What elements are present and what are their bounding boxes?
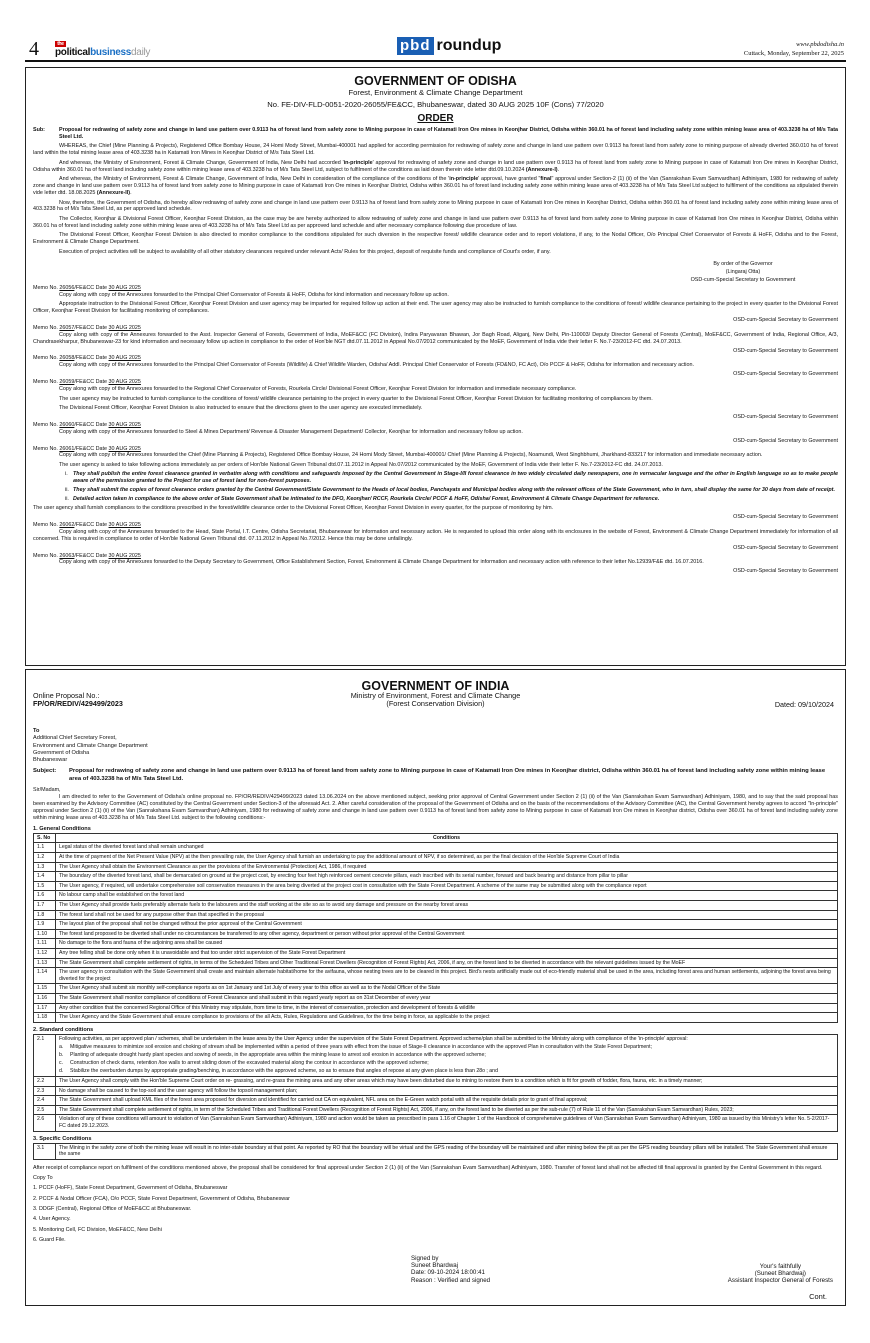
copy-to-item: 3. DDGF (Central), Regional Office of MoEF&CC at Bhubaneswar. <box>33 1205 192 1212</box>
memo-number: 26059 <box>59 379 75 386</box>
paragraph-segment: . <box>130 190 132 197</box>
memo-number: 26062 <box>59 521 75 528</box>
condition-row <box>34 1086 838 1096</box>
odisha-order-notice <box>25 67 846 666</box>
condition-text <box>56 1096 838 1106</box>
memo-number: 26061 <box>59 445 75 452</box>
memo-signatory: OSD-cum-Special Secretary to Government <box>733 316 838 323</box>
memo-prefix: Memo No. <box>33 379 58 386</box>
condition-body: The State Government shall monitor compliance of conditions of Forest Clearance and shall submit in this regard yearly report as on 31st December of every year <box>59 994 431 1001</box>
order-paragraph <box>33 176 838 197</box>
memo-paragraph: Copy along with copy of the Annexures forwarded the Chief (Mine Planning & Projects), Registered Office Bombay House, 24 Homi Mody Street, Mumbai-400001/ Chief (Mine Planning & Projects), Noamundi, West Singhbhumi, Jharkhand-833217 for information and immediate necessary action. <box>59 452 763 459</box>
copy-to-item: 4. User Agency. <box>33 1216 71 1223</box>
condition-text <box>56 862 838 872</box>
website-link[interactable]: www.pbdodisha.in <box>796 41 844 48</box>
sub-marker: a. <box>59 1043 64 1050</box>
memo-suffix: /FE&CC Date <box>74 284 108 291</box>
memo-number: 26060 <box>59 421 75 428</box>
memo-paragraph: Copy along with copy of the Annexures forwarded to the Deputy Secretary to Government, Office Establishment Section, Forest, Environment & Climate Change Department for information and necessary action with reference to their letter No.12939/F&E dtd. 16.07.2016. <box>59 559 704 566</box>
sign-off-line: Assistant Inspector General of Forests <box>727 1277 833 1285</box>
condition-number: 1.12 <box>34 948 56 958</box>
condition-body: The User Agency shall obtain the Environment Clearance as per the provisions of the Environmental (Protection) Act, 1986, if required <box>59 863 367 870</box>
memo-prefix: Memo No. <box>33 445 58 452</box>
paragraph-segment: (Annexure-II) <box>96 190 131 197</box>
letter-body: I am directed to refer to the Government of Odisha's online proposal no. FP/OR/REDIV/429499/2023 dated 13.06.2024 on the above mentioned subject, seeking prior approval of Central Government under Section 2 (1) (ii) of the Van (Sanrakshan Evam Samvardhan) Adhiniyam, 1980, and to say that the said proposal has been examined by the Advisory Committee (AC) constituted by the Central Government under Section-3 of the aforesaid Act. 2. After careful consideration of the proposal of the Government of Odisha and on the basis of the recommendations of the Advisory Committee (AC), the Central Government hereby agrees to accord "In-principle" approval under Section 2 (1) (ii) of the Van (Sanrakshana Evam Samvardhan) Adhiniyam, 1980 for redrawing of safety zone and change in land use pattern over 0.9113 ha of forest land from safety zone to Mining purpose in case of Katamati Iron Ore mines in Keonjhar district, Odisha over 360.01 ha of forest land including safety zone within mining lease area of 403.3238 ha of M/s Tata Steel Ltd. subject to the following conditions:- <box>33 794 838 821</box>
memo-prefix: Memo No. <box>33 284 58 291</box>
condition-text <box>56 920 838 930</box>
condition-text <box>56 1034 838 1076</box>
condition-body: Any other condition that the concerned Regional Office of this Ministry may stipulate, from time to time, in the interest of conservation, protection and development of forests & wildlife <box>59 1004 475 1011</box>
memo-suffix: /FE&CC Date <box>74 324 108 331</box>
condition-body: The User Agency shall comply with the Hon'ble Supreme Court order on re- grassing, and re-grass the mining area and any other areas which may have been disturbed due to mining to restore them to a condition which is fit for growth of fodder, flora, fauna, etc. in a timely manner; <box>59 1078 703 1085</box>
page-number: 4 <box>29 38 39 60</box>
condition-text <box>56 881 838 891</box>
condition-text <box>56 853 838 863</box>
addressee-line: Bhubaneswar <box>33 757 68 764</box>
memo-signatory: OSD-cum-Special Secretary to Government <box>733 371 838 378</box>
condition-text <box>56 984 838 994</box>
condition-row <box>34 920 838 930</box>
letter-ministry: Ministry of Environment, Forest and Climate Change <box>350 691 521 700</box>
proposal-label: Online Proposal No.: <box>33 691 100 700</box>
masthead-right <box>744 40 844 58</box>
condition-row <box>34 881 838 891</box>
memo-signatory: OSD-cum-Special Secretary to Government <box>733 568 838 575</box>
memo-number: 26057 <box>59 324 75 331</box>
condition-body: No labour camp shall be established on the forest land <box>59 892 185 899</box>
paragraph-segment: (Annexure-I) <box>525 166 558 173</box>
memo-date: 30 AUG 2025 <box>108 355 141 362</box>
list-marker: ii. <box>65 495 69 502</box>
condition-text <box>56 1115 838 1131</box>
condition-row <box>34 1003 838 1013</box>
paragraph-segment: . <box>557 166 560 173</box>
condition-number: 1.18 <box>34 1013 56 1023</box>
list-marker: i. <box>65 470 68 477</box>
condition-row <box>34 1143 838 1159</box>
logo-the: the <box>55 41 66 47</box>
condition-number: 1.6 <box>34 891 56 901</box>
condition-body: The User Agency shall provide fuels preferably alternate fuels to the labourers and the staff working at the site so as to avoid any damage and pressure on the nearby forest areas <box>59 901 469 908</box>
memo-number-line <box>33 355 838 362</box>
paragraph-segment: And whereas, the Ministry of Environment, Forest & Climate Change, Government of India, New Delhi in consideration of the compliance of the conditions of the ' <box>59 176 450 183</box>
condition-body: The Mining in the safety zone of both the mining lease will result in no inter-state boundary at that point. As reported by RO that the boundary will be virtual and the GPS reading of the boundary will be maintained and after mining below the pit as per the GPS reading boundary pillars will be installed. The State Government shall ensure the same <box>59 1144 828 1158</box>
condition-body: No damage shall be caused to the top-soil and the user agency will follow the topsoil management plan; <box>59 1087 298 1094</box>
logo-business: business <box>90 47 132 58</box>
letter-division: (Forest Conservation Division) <box>386 699 485 708</box>
condition-text <box>56 993 838 1003</box>
addressee-line: Additional Chief Secretary Forest, <box>33 735 117 742</box>
condition-number: 2.3 <box>34 1086 56 1096</box>
memo-prefix: Memo No. <box>33 421 58 428</box>
condition-number: 2.2 <box>34 1077 56 1087</box>
memo-prefix: Memo No. <box>33 355 58 362</box>
memo-paragraph: Copy along with copy of the Annexures forwarded to the Asst. Inspector General of Forests, Government of India, MoEF&CC (FC Division), Indira Paryavaran Bhawan, Jor Bagh Road, Aliganj, New Delhi, Pin-110003/ Deputy Director General of Forests (Central), MoEF&CC, Government of India, Regional Office, A/3, Chandrasekharpur, Bhubaneswar-23 for kind information and necessary follow up action in compliance to the order of Hon'ble NGT dtd.07.11.2012 in Appeal No.07/2012 communicated by the MoEF, Government of India vide their letter F. No.7-23/2012-FC dtd. 24.07.2013. <box>33 331 838 345</box>
memo-paragraph: The Divisional Forest Officer, Keonjhar Forest Division is also instructed to ensure that the directions given to the user agency are executed immediately. <box>59 405 423 412</box>
condition-body: The State Government shall complete settlement of rights, in terms of the Scheduled Tribes and Other Traditional Forest Dwellers (Recognition of Forest Rights) Act, 2006, if any, on the forest land to be diverted in accordance with the relevant guidelines issued by the MoEF <box>59 959 686 966</box>
condition-number: 1.7 <box>34 900 56 910</box>
specific-conditions-heading: 3. Specific Conditions <box>33 1135 92 1142</box>
condition-body: The forest land shall not be used for any purpose other than that specified in the proposal <box>59 911 265 918</box>
addressee-line: Environment and Climate Change Department <box>33 742 148 749</box>
condition-number: 2.4 <box>34 1096 56 1106</box>
sub-condition <box>59 1060 834 1067</box>
condition-body: The State Government shall complete settlement of rights, in term of the Scheduled Tribes and Traditional Forest Dwellers (Recognition of Forest Rights) Act, 2006, if any, on the forest land to be diverted as per the sub-rule (7) of Rule 11 of the Van (Sanrakshan Evam Samvardhan) Rules, 2023; <box>59 1106 734 1113</box>
condition-row <box>34 853 838 863</box>
proposal-number: FP/OR/REDIV/429499/2023 <box>33 699 123 708</box>
condition-number: 2.1 <box>34 1034 56 1076</box>
memo-date: 30 AUG 2025 <box>108 324 141 331</box>
order-paragraph <box>33 160 838 174</box>
order-number: No. FE-DIV-FLD-0051-2020-26055/FE&CC, Bhubaneswar, dated 30 AUG 2025 10F (Cons) 77/2020 <box>267 100 604 109</box>
sign-off-line: (Suneet Bhardwaj) <box>754 1270 806 1278</box>
condition-body: Violation of any of these conditions will amount to violation of Van (Sanrakshan Evam Samvardhan) Adhiniyam, 1980 and action would be taken as prescribed in para 1.16 of Chapter 1 of the Handbook of comprehensive guidelines of Van (Sanrakshan Evam Samvardhan) Adhiniyam, 1980 as issued by this Ministry's letter No. 5-2/2017-FC dated 29.12.2023. <box>59 1116 830 1130</box>
condition-row <box>34 1077 838 1087</box>
condition-text <box>56 968 838 984</box>
condition-body: Any tree felling shall be done only when it is unavoidable and that too under strict supervision of the State Forest Department <box>59 949 346 956</box>
letter-title: GOVERNMENT OF INDIA <box>361 679 510 693</box>
condition-text <box>56 1077 838 1087</box>
signature-line: Suneet Bhardwaj <box>411 1262 459 1270</box>
condition-row <box>34 958 838 968</box>
section-title <box>397 37 501 55</box>
memo-paragraph: Copy along with copy of the Annexures forwarded to the Regional Chief Conservator of Forests, Rourkela Circle/ Divisional Forest Officer, Keonjhar Forest Division for information and immediate necessary compliance. <box>59 386 577 393</box>
memo-number-line <box>33 446 838 453</box>
general-conditions-heading: 1. General Conditions <box>33 825 91 832</box>
condition-row <box>34 1034 838 1076</box>
memo-date: 30 AUG 2025 <box>108 379 141 386</box>
condition-body: The User Agency shall submit six monthly self-compliance reports as on 1st January and 1st July of every year to this office as well as to the Nodal Officer of the State <box>59 985 441 992</box>
sub-marker: b. <box>59 1052 64 1059</box>
signature-line: Date: 09-10-2024 18:00:41 <box>411 1269 485 1277</box>
addressee-block <box>33 728 838 764</box>
copy-to-item: 6. Guard File. <box>33 1237 66 1244</box>
condition-row <box>34 948 838 958</box>
addressee-line: To <box>33 728 40 734</box>
order-paragraph <box>33 143 838 157</box>
paragraph-segment: ' approval, have granted " <box>478 176 541 183</box>
paragraph-segment: final <box>540 176 552 183</box>
condition-number: 1.9 <box>34 920 56 930</box>
newspaper-logo <box>55 41 150 58</box>
memo-date: 30 AUG 2025 <box>108 445 141 452</box>
condition-number: 1.1 <box>34 843 56 853</box>
memo-prefix: Memo No. <box>33 552 58 559</box>
memo-suffix: /FE&CC Date <box>74 521 108 528</box>
letter-date: Dated: 09/10/2024 <box>774 700 834 709</box>
condition-text <box>56 1003 838 1013</box>
paragraph-segment: WHEREAS, the Chief (Mine Planning & Projects), Registered Office Bombay House, 24 Homi Mody Street, Mumbai-400001 had applied for according permission for redrawing of safety zone and change in land use pattern over 0.9113 ha forest land from safety zone to mining purpose of already diverted 360.010 ha of forest land within the total mining lease area of 403.3238 ha in Katamati Iron Mines in Keonjhar District of M/s Tata Steel Ltd. <box>33 143 838 157</box>
condition-number: 1.16 <box>34 993 56 1003</box>
condition-number: 2.5 <box>34 1105 56 1115</box>
memo-suffix: /FE&CC Date <box>74 355 108 362</box>
section-name: roundup <box>436 37 502 54</box>
condition-text <box>56 900 838 910</box>
order-subject <box>33 127 838 141</box>
sub-text: Construction of check dams, retention /toe walls to arrest sliding down of the excavated material along the contour in accordance with the approved scheme; <box>70 1060 429 1067</box>
order-paragraph <box>33 216 838 230</box>
paragraph-segment: Execution of project activities will be subject to availability of all other statutory clearances required under relevant Acts/ Rules for this project, deposit of requisite funds and compliance of Court's order, if any. <box>59 248 551 255</box>
condition-row <box>34 1096 838 1106</box>
dateline: Cuttack, Monday, September 22, 2025 <box>743 50 844 57</box>
online-proposal <box>33 692 123 708</box>
condition-number: 3.1 <box>34 1143 56 1159</box>
condition-row <box>34 862 838 872</box>
list-text: They shall submit the copies of forest clearance orders granted by the Central Government/State Government to the Heads of local bodies, Panchayats and Municipal bodies along with the relevant offices of the State Government, who in turn, shall display the same for 30 days from date of receipt. <box>73 486 835 493</box>
memo-list-item <box>33 471 838 485</box>
condition-number: 1.4 <box>34 872 56 882</box>
copy-to-label: Copy To <box>33 1174 53 1181</box>
addressee-line: Government of Odisha <box>33 749 90 756</box>
condition-number: 1.10 <box>34 929 56 939</box>
paragraph-segment: Now, therefore, the Government of Odisha, do hereby allow redrawing of safety zone and change in land use pattern over 0.9113 ha of forest land from safety zone to Mining purpose in case of Katamati Iron Ore mines in Keonjhar District, Odisha within 360.01 ha of forest land including safety zone within mining lease area of 403.3238 ha of M/s Tata Steel Ltd, as per approved land schedule. <box>33 199 838 213</box>
list-marker: ii. <box>65 486 69 493</box>
condition-number: 1.5 <box>34 881 56 891</box>
condition-body: The forest land proposed to be diverted shall under no circumstances be transferred to any other agency, department or person without prior approval of the Central Government <box>59 930 465 937</box>
condition-row <box>34 968 838 984</box>
condition-body: The boundary of the diverted forest land, shall be demarcated on ground at the project cost, by erecting four feet high reinforced cement concrete pillars, each inscribed with its serial number, forward and back bearing and distance from pillar to pillar <box>59 873 628 880</box>
memo-number-line <box>33 379 838 386</box>
condition-body: No damage to the flora and fauna of the adjoining area shall be caused <box>59 940 223 947</box>
condition-number: 1.2 <box>34 853 56 863</box>
subject-label: Sub: <box>33 127 45 133</box>
memo-paragraph: Appropriate instruction to the Divisional Forest Officer, Keonjhar Forest Division and user agency may be imparted for required follow up action at their end. The user agency may also be instructed to furnish compliance to the conditions of forest/ wildlife clearance pertaining to the project in every quarter to the Divisional Forest Officer, Keonjhar Forest Division for facilitating monitoring of compliances. <box>33 301 838 314</box>
logo-political: political <box>55 47 91 58</box>
condition-number: 1.14 <box>34 968 56 984</box>
condition-body: At the time of payment of the Net Present Value (NPV) at the then prevailing rate, the User Agency shall furnish an undertaking to pay the additional amount of NPV, if so determined, as per the final decision of the Hon'ble Supreme Court of India <box>59 854 620 861</box>
condition-body: The State Government shall upload KML files of the forest area proposed for diversion and identified for carried out CA on equivalent, NFL area on the E-Green watch portal with all the requisite details prior to grant of final approval; <box>59 1097 588 1104</box>
condition-body: Following activities, as per approved plan / schemes, shall be undertaken in the lease area by the User Agency under the supervision of the State Forest Department. Approved scheme/plan shall be submitted to the Ministry along with compliance of the 'in-principle' approval: <box>59 1035 688 1042</box>
paragraph-segment: The Divisional Forest Officer, Keonjhar Forest Division is also directed to monitor compliance to the conditions stipulated for such diversion in the respective forest/ wildlife clearance order and to report violations, if any, to the Nodal Officer, O/o Principal Chief Conservator of Forests & HoFF, Odisha and to the Forest, Environment & Climate Change Department. <box>33 232 838 246</box>
memo-date: 30 AUG 2025 <box>108 284 141 291</box>
condition-number: 1.15 <box>34 984 56 994</box>
condition-row <box>34 1115 838 1131</box>
col-sno: S. No <box>34 833 56 843</box>
memo-number-line <box>33 553 838 560</box>
signatory-name: (Lingaraj Otta) <box>725 268 761 275</box>
memo-paragraph: The user agency is asked to take following actions immediately as per orders of Hon'ble National Green Tribunal dtd.07.11.2012 in Appeal No.07/2012 communicated by the MoEF, Government of India vide their letter F. No.7-23/2012-FC dtd. 24.07.2013. <box>59 461 663 468</box>
condition-text <box>56 939 838 949</box>
condition-row <box>34 1105 838 1115</box>
condition-number: 1.11 <box>34 939 56 949</box>
memo-signatory: OSD-cum-Special Secretary to Government <box>733 544 838 551</box>
condition-number: 1.3 <box>34 862 56 872</box>
memo-signatory: OSD-cum-Special Secretary to Government <box>733 514 838 520</box>
order-paragraph <box>33 200 838 214</box>
memo-paragraph: Copy along with copy of the Annexures forwarded to the Principal Chief Conservator of Forests (Wildlife) & Chief Wildlife Warden, Odisha/ Addl. Principal Chief Conservator of Forests (FD&NO, FC Act), O/o PCCF & HoFF, Odisha for information and necessary action. <box>59 362 694 369</box>
paragraph-segment: The Collector, Keonjhar & Divisional Forest Officer, Keonjhar Forest Division, as the case may be are hereby authorized to allow redrawing of safety zone and change in land use pattern over 0.9113 ha of forest land from safety zone to Mining purpose in case of Katamati Iron Ore mines in Keonjhar District, Odisha within 360.01 ha of forest land including safety zone within mining lease area of 403.3238 ha of M/s Tata Steel Ltd as per approved land schedule and after necessary compliance following due procedure of law. <box>33 215 838 229</box>
sub-condition <box>59 1044 834 1051</box>
signature-line: Signed by <box>411 1255 439 1262</box>
memo-number-line <box>33 325 838 332</box>
condition-text <box>56 1013 838 1023</box>
memo-paragraph: The user agency shall furnish compliances to the conditions prescribed in the forest/wildlife clearance order to the Divisional Forest Officer, Keonjhar Forest Division in every quarter, for the purpose of monitoring by him. <box>33 505 554 512</box>
memo-prefix: Memo No. <box>33 521 58 528</box>
letter-subject <box>33 768 838 783</box>
condition-number: 2.6 <box>34 1115 56 1131</box>
memo-number-line <box>33 422 838 429</box>
by-order: By order of the Governor <box>713 260 773 267</box>
memo-signatory: OSD-cum-Special Secretary to Government <box>733 413 838 420</box>
newspaper-masthead <box>25 34 846 62</box>
salutation: Sir/Madam, <box>33 787 61 794</box>
sub-condition <box>59 1068 834 1075</box>
memo-date: 30 AUG 2025 <box>108 421 141 428</box>
subject-text: Proposal for redrawing of safety zone and change in land use pattern over 0.9113 ha of forest land from safety zone to Mining purpose in case of Katamati Iron Ore mines in Keonjhar District, Odisha within 360.01 ha of forest land including safety zone within mining lease area of 403.3238 ha of M/s Tata Steel Ltd. <box>59 127 838 140</box>
condition-row <box>34 993 838 1003</box>
condition-body: Legal status of the diverted forest land shall remain unchanged <box>59 844 204 851</box>
memo-date: 30 AUG 2025 <box>108 521 141 528</box>
signature-line: Reason : Verified and signed <box>411 1276 491 1284</box>
condition-text <box>56 958 838 968</box>
condition-text <box>56 843 838 853</box>
memo-list-item <box>33 496 838 503</box>
sub-marker: c. <box>59 1060 64 1067</box>
memo-list-item <box>33 487 838 494</box>
sub-text: Stabilize the overburden dumps by appropriate grading/benching, in accordance with the approved scheme, so as to ensure that angles of repose at any given place is less than 28o ; and <box>70 1068 498 1075</box>
condition-number: 1.8 <box>34 910 56 920</box>
governor-signature-block <box>33 260 838 284</box>
condition-text <box>56 910 838 920</box>
condition-body: The User Agency and the State Government shall ensure compliance to provisions of the all Acts, Rules, Regulations and Guidelines, for the time being in force, as applicable to the project <box>59 1014 490 1021</box>
standard-conditions-table <box>33 1034 838 1132</box>
paragraph-segment: And whereas, the Ministry of Environment, Forest & Climate Change, Government of India, New Delhi had accorded ' <box>59 159 344 166</box>
memo-number: 26056 <box>59 284 75 291</box>
condition-text <box>56 891 838 901</box>
condition-row <box>34 872 838 882</box>
signatory-designation: OSD-cum-Special Secretary to Government <box>690 276 796 283</box>
sub-text: Planting of adequate drought hardy plant species and sowing of seeds, in the appropriate area within the mining lease to arrest soil erosion in accordance with the approved scheme; <box>70 1052 486 1059</box>
continued-marker: Cont. <box>809 1292 827 1301</box>
order-department: Forest, Environment & Climate Change Department <box>348 88 523 97</box>
condition-number: 1.17 <box>34 1003 56 1013</box>
memo-list <box>33 285 838 576</box>
memo-number-line <box>33 285 838 292</box>
standard-conditions-heading: 2. Standard conditions <box>33 1026 94 1033</box>
sign-off-line: Your's faithfully <box>759 1263 801 1270</box>
list-text: Detailed action taken in compliance to the above order of State Government shall be intimated to the DFO, Keonjhar/ RCCF, Rourkela Circle/ PCCF & HoFF, Odisha/ Forest, Environment & Climate Change Department for reference. <box>73 495 660 502</box>
memo-signatory: OSD-cum-Special Secretary to Government <box>733 437 838 444</box>
copy-to-item: 1. PCCF (HoFF), State Forest Department, Government of Odisha, Bhubaneswar <box>33 1185 228 1192</box>
condition-row <box>34 939 838 949</box>
subject-label: Subject: <box>33 768 57 775</box>
memo-suffix: /FE&CC Date <box>74 445 108 452</box>
memo-prefix: Memo No. <box>33 324 58 331</box>
sign-off <box>728 1263 833 1285</box>
order-body <box>33 143 838 255</box>
sub-text: Mitigative measures to minimize soil erosion and choking of stream shall be implemented within a period of three years with effect from the issue of Stage-II clearance in accordance with the approved Plan in consultation with the State Forest Department; <box>70 1043 653 1050</box>
memo-paragraph: The user agency may be instructed to furnish compliance to the conditions of forest/ wildlife clearance pertaining to the project in every quarter to the Divisional Forest Officer, Keonjhar Forest Division for facilitating monitoring of compliances by them. <box>59 395 653 402</box>
memo-paragraph: Copy along with copy of the Annexures forwarded to the Head, State Portal, I.T. Centre, Odisha Secretariat, Bhubaneswar for information and necessary action. He is requested to upload this order along with its enclosures in the website of Forest, Environment & Climate Change Department immediately for information of all concerned. This is required in compliance to order of Hon'ble National Green Tribunal dtd. 07.11.2012 in Appeal No.7/2012. Hence this may be done unfailingly. <box>33 528 838 542</box>
condition-row <box>34 900 838 910</box>
subject-text: Proposal for redrawing of safety zone and change in land use pattern over 0.9113 ha of forest land from safety zone to Mining purpose in case of Katamati Iron Ore mines in Keonjhar district, Odisha within 360.01 ha of forest land including safety zone within mining lease area of 403.3238 ha of M/s Tata Steel Ltd. <box>69 768 826 782</box>
closing-paragraph: After receipt of compliance report on fulfilment of the conditions mentioned above, the proposal shall be considered for final approval under Section 2 (1) (ii) of the Van (Sanrakshan Evam Samvardhan) Adhiniyam, 1980. Transfer of forest land shall not be affected till final approval is granted by the Central Government in this regard. <box>33 1164 823 1171</box>
copy-to-item: 5. Monitoring Cell, FC Division, MoEF&CC, New Delhi <box>33 1226 162 1233</box>
memo-suffix: /FE&CC Date <box>74 379 108 386</box>
condition-text <box>56 1105 838 1115</box>
copy-to-list <box>33 1183 838 1245</box>
condition-text <box>56 948 838 958</box>
order-heading: ORDER <box>417 113 454 124</box>
memo-number: 26063 <box>59 552 75 559</box>
memo-number: 26058 <box>59 355 75 362</box>
memo-number-line <box>33 522 838 529</box>
memo-suffix: /FE&CC Date <box>74 552 108 559</box>
sub-marker: d. <box>59 1068 64 1075</box>
condition-text <box>56 1086 838 1096</box>
condition-row <box>34 910 838 920</box>
copy-to-item: 2. PCCF & Nodal Officer (FCA), O/o PCCF, State Forest Department, Government of Odisha, Bhubaneswar <box>33 1195 290 1202</box>
moefcc-letter <box>25 669 846 1306</box>
condition-row <box>34 929 838 939</box>
condition-number: 1.13 <box>34 958 56 968</box>
condition-row <box>34 843 838 853</box>
general-conditions-table <box>33 833 838 1023</box>
digital-signature <box>411 1255 490 1284</box>
memo-date: 30 AUG 2025 <box>108 552 141 559</box>
condition-text <box>56 929 838 939</box>
order-paragraph <box>33 249 838 256</box>
pbd-mark: pbd <box>397 37 434 55</box>
condition-row <box>34 1013 838 1023</box>
order-paragraph <box>33 232 838 246</box>
specific-conditions-table <box>33 1143 838 1160</box>
paragraph-segment: in-principle <box>343 159 373 166</box>
paragraph-segment: in-principle <box>449 176 479 183</box>
col-conditions: Conditions <box>56 833 838 843</box>
condition-text <box>56 1143 838 1159</box>
paragraph-segment: ' approval for redrawing of safety zone and change in land use pattern over 0.9113 ha of forest land from safety zone to Mining purpose in case of Katamati Iron Ore mines in Keonjhar District, Odisha within 360.01 ha of forest land including safety zone within mining lease area of 403.3238 ha of M/s Tata Steel Ltd, subject to fulfilment of the conditions as laid down therein vide letter dtd.09.10.2024 <box>33 159 838 173</box>
paragraph-segment: " approval under Section-2 (1) (ii) of the Van (Sanrakshan Evam Samvardhan) Adhiniyam, 1980 for redrawing of safety zone and change in land use pattern over 0.9113 ha of forest land from safety zone to Mining purpose in case of Katamati Iron Ore mines in Keonjhar District, Odisha within 360.01 ha of forest land including safety zone within mining lease area of 403.3238 ha of M/s Tata Steel Ltd subject to fulfilment of the conditions as stipulated therein vide letter dtd. 18.08.2025 <box>33 176 838 197</box>
memo-signatory: OSD-cum-Special Secretary to Government <box>733 347 838 354</box>
memo-suffix: /FE&CC Date <box>74 421 108 428</box>
sub-condition <box>59 1052 834 1059</box>
condition-body: The User agency, if required, will undertake comprehensive soil conservation measures in the area being diverted at the project cost in consultation with the State Forest Department. A scheme of the same may be submitted along with the compliance report <box>59 882 647 889</box>
condition-text <box>56 872 838 882</box>
condition-body: The user agency in consultation with the State Government shall create and maintain alternate habitat/home for the avifauna, whose nesting trees are to be cleared in this project. Bird's nests artificially made out of eco-friendly material shall be used in the area, including forest area and human settlements, adjoining the forest area being diverted for the project <box>59 969 831 982</box>
condition-body: The layout plan of the proposal shall not be changed without the prior approval of the Central Government <box>59 921 302 928</box>
list-text: They shall publish the entire forest clearance granted in verbatim along with conditions and safeguards imposed by the Central Government in Stage-I/II forest clearance in two widely circulated daily newspapers, one in vernacular language and the other in English language so as to make people aware of the permission granted to the Project for use of forest land for non-forest purposes. <box>73 470 838 484</box>
memo-paragraph: Copy along with copy of the Annexures forwarded to Steel & Mines Department/ Revenue & Disaster Management Department/ Collector, Keonjhar for information and necessary follow up action. <box>59 428 523 435</box>
condition-row <box>34 891 838 901</box>
order-title: GOVERNMENT OF ODISHA <box>354 74 517 88</box>
memo-paragraph: Copy along with copy of the Annexures forwarded to the Principal Chief Conservator of Forests & HoFF, Odisha for kind information and necessary follow up action. <box>59 291 449 298</box>
logo-daily: daily <box>131 47 151 58</box>
condition-row <box>34 984 838 994</box>
